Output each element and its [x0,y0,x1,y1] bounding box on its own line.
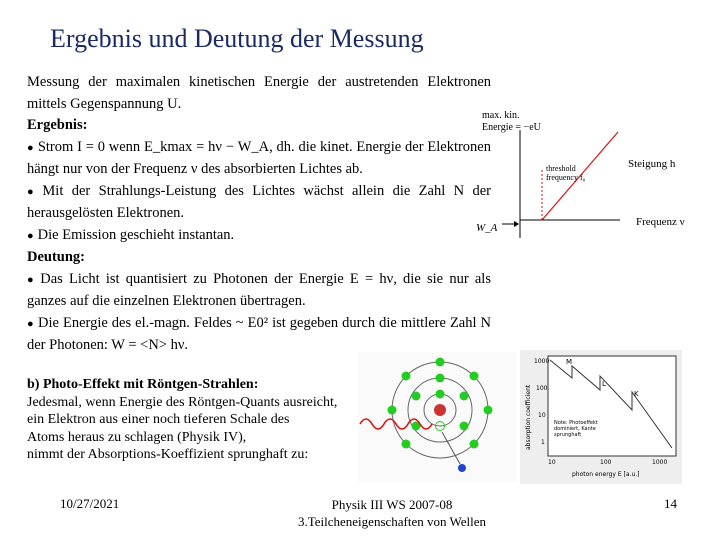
xray-section [27,376,387,464]
electron-icon [436,358,445,367]
bullet-icon: ● [27,185,39,198]
electron-icon [388,406,397,415]
abs-xtick-10: 10 [548,459,556,466]
electron-icon [436,390,445,399]
graph-xlabel: Frequenz ν [636,216,685,228]
electron-icon [402,440,411,449]
photoeffect-graph [470,108,720,248]
result-item-2: ● Mit der Strahlungs-Leistung des Lichtes wächst allein die Zahl N der herausgelösten Elektronen. [27,182,491,221]
abs-xlabel: photon energy E [a.u.] [572,471,640,478]
graph-slope-label: Steigung h [628,158,676,170]
graph-ylabel-2: Energie = −eU [482,122,541,133]
main-text [27,72,491,357]
result-heading: Ergebnis: [27,117,88,133]
abs-ytick-1: 1 [541,439,545,446]
atom-svg [358,352,516,482]
abs-ytick-100: 100 [536,385,548,392]
electron-icon [484,406,493,415]
abs-note: Note: Photoeffekt dominiert, Kante sprunghaft [554,420,598,438]
electron-icon [460,392,469,401]
abs-edge-k: K [634,390,639,398]
electron-icon [412,392,421,401]
bullet-icon: ● [27,317,35,330]
interpretation-heading: Deutung: [27,249,86,265]
bullet-icon: ● [27,273,37,286]
nucleus-icon [434,404,446,416]
electron-icon [402,372,411,381]
graph-wa-label: W_A [476,222,498,234]
result-item-3: ● Die Emission geschieht instantan. [27,226,235,243]
abs-edge-l: L [602,380,606,388]
abs-ytick-10: 10 [538,412,546,419]
footer-course-line-1: Physik III WS 2007-08 [331,497,453,512]
electron-icon [470,440,479,449]
xray-line-4: nimmt der Absorptions-Koeffizient sprunghaft zu: [27,447,309,462]
xray-line-1: Jedesmal, wenn Energie des Röntgen-Quants ausreicht, [27,394,338,410]
interpretation-item-1: ● Das Licht ist quantisiert zu Photonen der Energie E = hν, die sie nur als ganzes auf die einzelnen Elektronen übertragen. [27,270,491,309]
graph-ylabel-1: max. kin. [482,110,520,121]
abs-ylabel: absorption coefficient [525,384,532,450]
xray-heading: b) Photo-Effekt mit Röntgen-Strahlen: [27,377,259,392]
abs-ytick-1000: 1000 [534,358,550,365]
xray-line-3: Atoms heraus zu schlagen (Physik IV), [27,429,247,445]
xray-line-2: ein Elektron aus einer noch tieferen Schale des [27,412,290,427]
bullet-icon: ● [27,229,34,242]
abs-edge-m: M [566,358,573,366]
footer-course [262,496,522,530]
abs-note-box [554,420,618,450]
abs-xtick-1000: 1000 [652,459,668,466]
intro-text: Messung der maximalen kinetischen Energie der austretenden Elektronen mittels Gegenspannung U. [27,74,491,112]
footer-page-number: 14 [664,496,677,511]
graph-threshold-label-1: threshold [546,164,576,173]
electron-icon [460,422,469,431]
absorption-chart [520,350,682,484]
electron-icon [436,374,445,383]
electron-icon [470,372,479,381]
bullet-icon: ● [27,141,34,154]
atom-background [358,352,516,482]
result-item-1: ● Strom I = 0 wenn E_kmax = hν − W_A, dh. die kinet. Energie der Elektronen hängt nur von der Frequenz ν des absorbierten Lichtes ab. [27,138,491,177]
page-title: Ergebnis und Deutung der Messung [50,24,424,53]
interpretation-item-2: ● Die Energie des el.-magn. Feldes ~ E0² ist gegeben durch die mittlere Zahl N der Photonen: W = <N> hν. [27,314,491,353]
atom-illustration [358,352,516,482]
graph-threshold-label-2: frequency f₀ [546,173,586,182]
absorption-svg [520,350,682,484]
arrow-icon [514,221,519,227]
ejected-electron-icon [458,464,466,472]
footer-course-line-2: 3.Teilcheneigenschaften von Wellen [297,514,487,529]
abs-xtick-100: 100 [600,459,612,466]
footer-date: 10/27/2021 [60,496,120,511]
